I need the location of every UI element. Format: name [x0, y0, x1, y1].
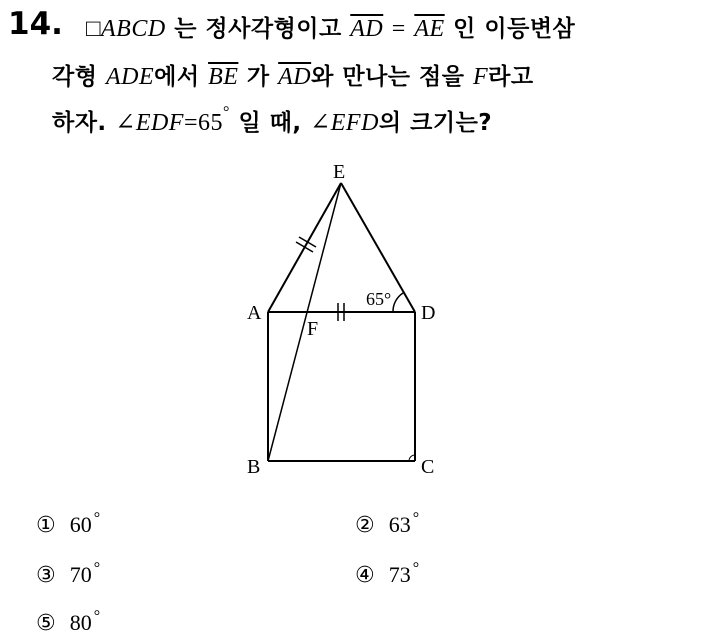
segment-ad: $\overline{AD}$	[350, 16, 384, 42]
square-symbol: □	[86, 16, 101, 42]
angle-label-65: 65°	[366, 289, 392, 309]
text-segment: 일 때,	[238, 110, 302, 136]
choice-5[interactable]	[36, 610, 100, 636]
choice-4[interactable]	[355, 562, 419, 588]
choice-value: 63	[388, 512, 411, 537]
text-segment: 는 정사각형이고	[174, 16, 342, 42]
angle-efd: ∠EFD	[310, 110, 379, 136]
choice-marker: ②	[355, 513, 375, 538]
degree-symbol: °	[412, 510, 420, 527]
choice-marker: ①	[36, 513, 56, 538]
text-segment: 에서	[154, 64, 200, 90]
segment-ad: $\overline{AD}$	[278, 64, 312, 90]
choice-value: 60	[69, 512, 92, 537]
point-f-label: F	[472, 64, 489, 90]
point-label-d: D	[421, 302, 436, 324]
point-label-c: C	[421, 456, 435, 478]
text-segment: 의 크기는?	[378, 110, 493, 136]
text-segment: 가	[246, 64, 270, 90]
point-label-f: F	[307, 318, 319, 340]
equals-sign: =	[183, 110, 199, 136]
point-label-a: A	[247, 302, 262, 324]
segment-ae: $\overline{AE}$	[414, 16, 445, 42]
choice-3[interactable]	[36, 562, 100, 588]
choice-2[interactable]	[355, 512, 419, 538]
angle-value: 65	[198, 110, 224, 136]
degree-symbol: °	[412, 560, 420, 577]
choice-marker: ⑤	[36, 611, 56, 636]
choice-value: 70	[69, 562, 92, 587]
question-number: 14.	[8, 6, 63, 42]
choice-1[interactable]	[36, 512, 100, 538]
text-segment: 와 만나는 점을	[311, 64, 465, 90]
angle-arc-d	[393, 293, 403, 312]
point-label-b: B	[247, 456, 261, 478]
degree-symbol: °	[93, 510, 101, 527]
text-segment: 라고	[488, 64, 534, 90]
degree-symbol: °	[93, 608, 101, 625]
choice-marker: ④	[355, 563, 375, 588]
degree-symbol: °	[93, 560, 101, 577]
segment-be: $\overline{BE}$	[208, 64, 239, 90]
triangle-ade: ADE	[105, 64, 155, 90]
abcd-label: ABCD	[101, 16, 166, 42]
point-label-e: E	[333, 161, 346, 183]
text-segment: 인 이등변삼	[453, 16, 576, 42]
angle-edf: ∠EDF	[115, 110, 184, 136]
text-segment: 하자.	[52, 110, 107, 136]
choice-marker: ③	[36, 563, 56, 588]
choice-value: 73	[388, 562, 411, 587]
segment-be-line	[268, 183, 341, 461]
equals-sign: =	[391, 16, 406, 42]
text-segment: 각형	[52, 64, 98, 90]
degree-symbol: °	[223, 104, 230, 121]
choice-value: 80	[69, 610, 92, 635]
